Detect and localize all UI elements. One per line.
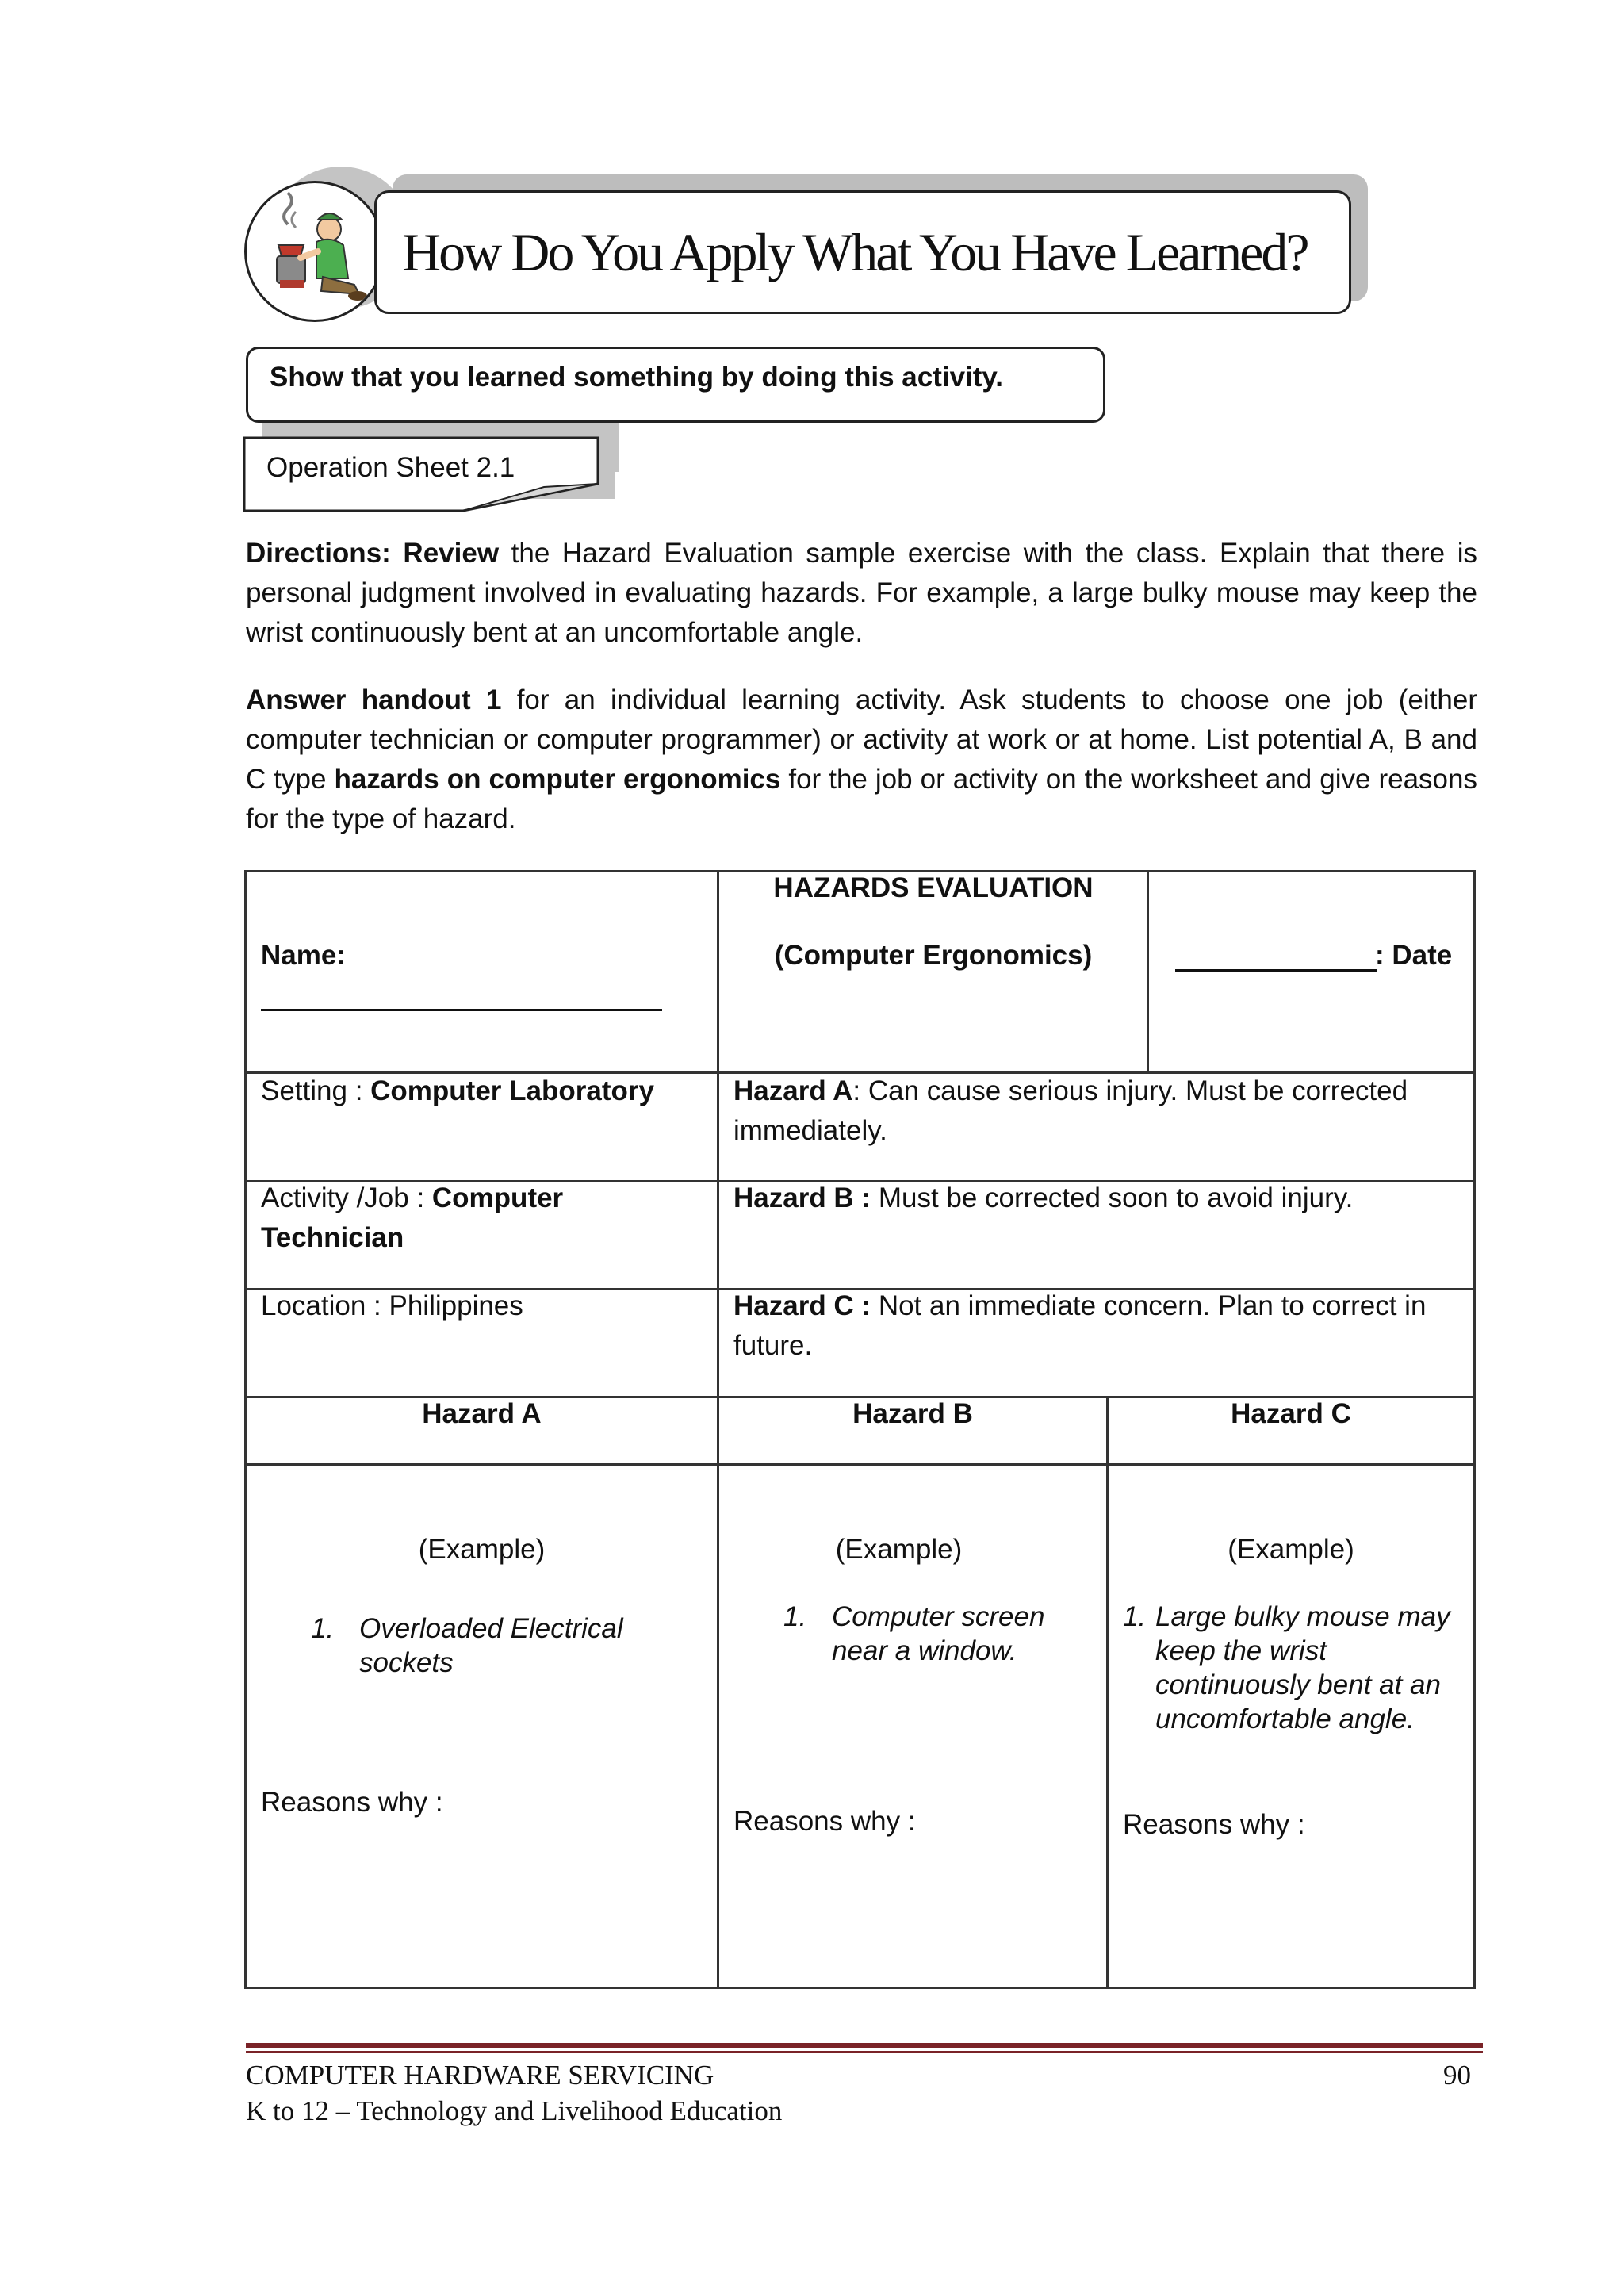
hazard-c-def-label: Hazard C : [733, 1290, 871, 1321]
answer-paragraph [246, 680, 1477, 839]
hazard-a-def-label: Hazard A [733, 1075, 853, 1106]
answer-lead: Answer handout 1 [246, 684, 502, 715]
footer-rule-thin [246, 2051, 1483, 2053]
activity-label: Activity /Job : [261, 1182, 432, 1213]
setting-cell [261, 1071, 713, 1111]
location-value: Philippines [389, 1290, 523, 1321]
name-label: Name: [261, 940, 346, 971]
example-b-number: 1. [783, 1601, 807, 1632]
hazard-b-definition [733, 1179, 1463, 1218]
footer-program: K to 12 – Technology and Livelihood Education [246, 2095, 783, 2126]
reasons-label-c: Reasons why : [1123, 1809, 1305, 1840]
example-a-number: 1. [311, 1613, 335, 1644]
table-line [244, 1463, 1476, 1466]
column-header-hazard-c: Hazard C [1231, 1398, 1351, 1429]
page-number: 90 [1443, 2060, 1471, 2091]
hazard-c-def-text: Not an immediate concern. Plan to correct in future. [733, 1290, 1427, 1361]
activity-cell [261, 1179, 626, 1258]
hazard-b-def-text: Must be corrected soon to avoid injury. [871, 1182, 1354, 1213]
activity-value: Computer Technician [261, 1182, 564, 1253]
example-a-text: Overloaded Electrical sockets [359, 1613, 623, 1678]
directions-bold-word: Review [403, 538, 500, 569]
hazard-b-def-label: Hazard B : [733, 1182, 871, 1213]
mascot-badge [244, 181, 385, 322]
answer-text-1: for an individual learning activity. Ask students to choose one job (either computer technician or computer programmer) or activity at work or at home. List potential A, B and C type [246, 684, 1477, 795]
date-label: : Date [1375, 940, 1453, 971]
example-label-b: (Example) [835, 1534, 963, 1565]
location-label: Location : [261, 1290, 389, 1321]
setting-label: Setting : [261, 1075, 371, 1106]
directions-text: the Hazard Evaluation sample exercise with the class. Explain that there is personal judgment involved in evaluating hazards. For example, a large bulky mouse may keep the wrist continuously bent at an uncomfortable angle. [246, 538, 1477, 648]
example-c-text: Large bulky mouse may keep the wrist continuously bent at an uncomfortable angle. [1155, 1601, 1450, 1734]
name-blank-line[interactable] [261, 1009, 662, 1011]
date-blank-line[interactable] [1175, 969, 1377, 972]
table-subtitle: (Computer Ergonomics) [774, 940, 1093, 971]
hazard-a-def-text: : Can cause serious injury. Must be corrected immediately. [733, 1075, 1408, 1146]
example-label-c: (Example) [1228, 1534, 1354, 1565]
column-header-hazard-b: Hazard B [852, 1398, 973, 1429]
page-title: How Do You Apply What You Have Learned? [402, 221, 1308, 282]
setting-value: Computer Laboratory [370, 1075, 654, 1106]
answer-bold: hazards on computer ergonomics [334, 764, 781, 795]
operation-sheet-label: Operation Sheet 2.1 [266, 452, 515, 483]
reasons-label-b: Reasons why : [733, 1806, 916, 1837]
instruction-text: Show that you learned something by doing this activity. [270, 362, 1004, 393]
example-label-a: (Example) [418, 1534, 546, 1565]
example-c-number: 1. [1123, 1601, 1147, 1632]
reasons-label-a: Reasons why : [261, 1787, 443, 1818]
kneeling-technician-icon [247, 183, 383, 320]
column-header-hazard-a: Hazard A [422, 1398, 542, 1429]
banner [374, 190, 1351, 314]
footer-course: COMPUTER HARDWARE SERVICING [246, 2060, 714, 2091]
directions-paragraph [246, 534, 1477, 653]
table-border-bottom [244, 1987, 1476, 1989]
hazard-a-definition [733, 1071, 1463, 1151]
footer-rule [246, 2043, 1483, 2048]
location-cell [261, 1286, 713, 1326]
example-b-text: Computer screen near a window. [832, 1601, 1045, 1666]
table-border-right [1473, 870, 1476, 1989]
answer-text-2: for the job or activity on the worksheet and give reasons for the type of hazard. [246, 764, 1477, 834]
table-line [1106, 1396, 1109, 1989]
directions-label: Directions: [246, 538, 391, 569]
table-title: HAZARDS EVALUATION [773, 872, 1094, 903]
hazard-c-definition [733, 1286, 1463, 1366]
